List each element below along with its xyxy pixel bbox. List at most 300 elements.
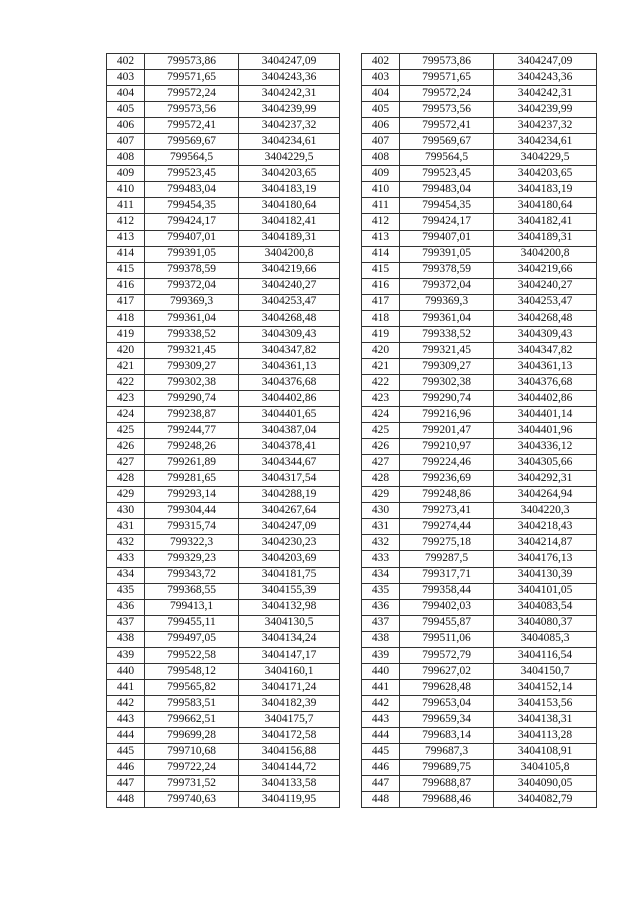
x-coordinate-cell: 799628,48 — [400, 679, 494, 695]
x-coordinate-cell: 799569,67 — [145, 134, 239, 150]
y-coordinate-cell: 3404144,72 — [239, 760, 340, 776]
table-row — [362, 358, 597, 374]
point-number-cell: 441 — [107, 679, 145, 695]
x-coordinate-cell: 799572,24 — [400, 86, 494, 102]
table-row — [107, 503, 340, 519]
point-number-cell: 440 — [107, 663, 145, 679]
table-row — [107, 647, 340, 663]
x-coordinate-cell: 799391,05 — [145, 246, 239, 262]
table-row — [362, 198, 597, 214]
y-coordinate-cell: 3404243,36 — [494, 70, 597, 86]
table-row — [362, 519, 597, 535]
x-coordinate-cell: 799201,47 — [400, 423, 494, 439]
point-number-cell: 448 — [362, 792, 400, 808]
point-number-cell: 414 — [107, 246, 145, 262]
point-number-cell: 447 — [362, 776, 400, 792]
x-coordinate-cell: 799309,27 — [400, 358, 494, 374]
table-row — [362, 390, 597, 406]
table-row — [362, 86, 597, 102]
y-coordinate-cell: 3404239,99 — [239, 102, 340, 118]
y-coordinate-cell: 3404247,09 — [239, 54, 340, 70]
y-coordinate-cell: 3404387,04 — [239, 423, 340, 439]
point-number-cell: 438 — [107, 631, 145, 647]
x-coordinate-cell: 799369,3 — [145, 294, 239, 310]
x-coordinate-cell: 799454,35 — [400, 198, 494, 214]
point-number-cell: 414 — [362, 246, 400, 262]
point-number-cell: 406 — [362, 118, 400, 134]
x-coordinate-cell: 799407,01 — [400, 230, 494, 246]
table-row — [362, 711, 597, 727]
x-coordinate-cell: 799523,45 — [145, 166, 239, 182]
point-number-cell: 423 — [362, 390, 400, 406]
point-number-cell: 445 — [362, 744, 400, 760]
point-number-cell: 442 — [362, 695, 400, 711]
x-coordinate-cell: 799583,51 — [145, 695, 239, 711]
table-row — [107, 198, 340, 214]
point-number-cell: 424 — [362, 407, 400, 423]
point-number-cell: 403 — [362, 70, 400, 86]
x-coordinate-cell: 799321,45 — [400, 342, 494, 358]
table-row — [362, 150, 597, 166]
point-number-cell: 426 — [107, 439, 145, 455]
x-coordinate-cell: 799290,74 — [145, 390, 239, 406]
table-row — [362, 792, 597, 808]
table-row — [362, 310, 597, 326]
x-coordinate-cell: 799309,27 — [145, 358, 239, 374]
x-coordinate-cell: 799304,44 — [145, 503, 239, 519]
x-coordinate-cell: 799248,26 — [145, 439, 239, 455]
y-coordinate-cell: 3404347,82 — [239, 342, 340, 358]
y-coordinate-cell: 3404240,27 — [239, 278, 340, 294]
point-number-cell: 404 — [107, 86, 145, 102]
x-coordinate-cell: 799653,04 — [400, 695, 494, 711]
table-row — [107, 663, 340, 679]
x-coordinate-cell: 799293,14 — [145, 487, 239, 503]
table-row — [107, 374, 340, 390]
point-number-cell: 411 — [107, 198, 145, 214]
table-row — [362, 374, 597, 390]
y-coordinate-cell: 3404147,17 — [239, 647, 340, 663]
x-coordinate-cell: 799338,52 — [145, 326, 239, 342]
table-row — [107, 118, 340, 134]
y-coordinate-cell: 3404160,1 — [239, 663, 340, 679]
point-number-cell: 405 — [362, 102, 400, 118]
x-coordinate-cell: 799369,3 — [400, 294, 494, 310]
point-number-cell: 420 — [362, 342, 400, 358]
table-row — [362, 615, 597, 631]
y-coordinate-cell: 3404171,24 — [239, 679, 340, 695]
table-row — [362, 407, 597, 423]
point-number-cell: 419 — [362, 326, 400, 342]
y-coordinate-cell: 3404309,43 — [494, 326, 597, 342]
y-coordinate-cell: 3404239,99 — [494, 102, 597, 118]
point-number-cell: 437 — [362, 615, 400, 631]
table-row — [107, 326, 340, 342]
y-coordinate-cell: 3404180,64 — [494, 198, 597, 214]
y-coordinate-cell: 3404247,09 — [494, 54, 597, 70]
y-coordinate-cell: 3404214,87 — [494, 535, 597, 551]
point-number-cell: 446 — [362, 760, 400, 776]
table-row — [362, 166, 597, 182]
x-coordinate-cell: 799216,96 — [400, 407, 494, 423]
x-coordinate-cell: 799710,68 — [145, 744, 239, 760]
table-row — [107, 727, 340, 743]
y-coordinate-cell: 3404105,8 — [494, 760, 597, 776]
table-row — [107, 102, 340, 118]
y-coordinate-cell: 3404253,47 — [494, 294, 597, 310]
y-coordinate-cell: 3404253,47 — [239, 294, 340, 310]
x-coordinate-cell: 799368,55 — [145, 583, 239, 599]
point-number-cell: 448 — [107, 792, 145, 808]
point-number-cell: 443 — [362, 711, 400, 727]
y-coordinate-cell: 3404402,86 — [239, 390, 340, 406]
y-coordinate-cell: 3404133,58 — [239, 776, 340, 792]
x-coordinate-cell: 799565,82 — [145, 679, 239, 695]
x-coordinate-cell: 799407,01 — [145, 230, 239, 246]
point-number-cell: 435 — [107, 583, 145, 599]
table-row — [107, 711, 340, 727]
x-coordinate-cell: 799659,34 — [400, 711, 494, 727]
table-row — [107, 70, 340, 86]
x-coordinate-cell: 799424,17 — [400, 214, 494, 230]
y-coordinate-cell: 3404101,05 — [494, 583, 597, 599]
table-row — [362, 744, 597, 760]
x-coordinate-cell: 799261,89 — [145, 455, 239, 471]
point-number-cell: 431 — [107, 519, 145, 535]
table-row — [362, 70, 597, 86]
x-coordinate-cell: 799573,56 — [400, 102, 494, 118]
point-number-cell: 437 — [107, 615, 145, 631]
x-coordinate-cell: 799210,97 — [400, 439, 494, 455]
y-coordinate-cell: 3404132,98 — [239, 599, 340, 615]
table-row — [107, 278, 340, 294]
y-coordinate-cell: 3404183,19 — [494, 182, 597, 198]
x-coordinate-cell: 799358,44 — [400, 583, 494, 599]
x-coordinate-cell: 799688,46 — [400, 792, 494, 808]
x-coordinate-cell: 799572,41 — [400, 118, 494, 134]
table-row — [107, 567, 340, 583]
point-number-cell: 402 — [362, 54, 400, 70]
x-coordinate-cell: 799290,74 — [400, 390, 494, 406]
table-row — [107, 86, 340, 102]
x-coordinate-cell: 799244,77 — [145, 423, 239, 439]
point-number-cell: 419 — [107, 326, 145, 342]
y-coordinate-cell: 3404242,31 — [494, 86, 597, 102]
x-coordinate-cell: 799378,59 — [400, 262, 494, 278]
point-number-cell: 417 — [362, 294, 400, 310]
point-number-cell: 421 — [107, 358, 145, 374]
table-row — [107, 390, 340, 406]
table-row — [362, 102, 597, 118]
x-coordinate-cell: 799572,41 — [145, 118, 239, 134]
point-number-cell: 436 — [107, 599, 145, 615]
x-coordinate-cell: 799302,38 — [145, 374, 239, 390]
x-coordinate-cell: 799338,52 — [400, 326, 494, 342]
point-number-cell: 409 — [107, 166, 145, 182]
x-coordinate-cell: 799322,3 — [145, 535, 239, 551]
point-number-cell: 439 — [107, 647, 145, 663]
table-row — [107, 294, 340, 310]
table-row — [362, 134, 597, 150]
point-number-cell: 405 — [107, 102, 145, 118]
table-row — [362, 727, 597, 743]
point-number-cell: 434 — [362, 567, 400, 583]
y-coordinate-cell: 3404181,75 — [239, 567, 340, 583]
y-coordinate-cell: 3404182,41 — [494, 214, 597, 230]
x-coordinate-cell: 799722,24 — [145, 760, 239, 776]
table-row — [107, 471, 340, 487]
point-number-cell: 430 — [362, 503, 400, 519]
point-number-cell: 428 — [362, 471, 400, 487]
point-number-cell: 416 — [362, 278, 400, 294]
y-coordinate-cell: 3404243,36 — [239, 70, 340, 86]
point-number-cell: 415 — [107, 262, 145, 278]
table-row — [362, 663, 597, 679]
x-coordinate-cell: 799740,63 — [145, 792, 239, 808]
y-coordinate-cell: 3404150,7 — [494, 663, 597, 679]
x-coordinate-cell: 799315,74 — [145, 519, 239, 535]
y-coordinate-cell: 3404182,39 — [239, 695, 340, 711]
x-coordinate-cell: 799402,03 — [400, 599, 494, 615]
x-coordinate-cell: 799523,45 — [400, 166, 494, 182]
point-number-cell: 444 — [107, 727, 145, 743]
table-row — [107, 776, 340, 792]
x-coordinate-cell: 799662,51 — [145, 711, 239, 727]
point-number-cell: 408 — [362, 150, 400, 166]
y-coordinate-cell: 3404172,58 — [239, 727, 340, 743]
coordinates-table-left — [106, 53, 340, 808]
point-number-cell: 426 — [362, 439, 400, 455]
y-coordinate-cell: 3404152,14 — [494, 679, 597, 695]
x-coordinate-cell: 799548,12 — [145, 663, 239, 679]
x-coordinate-cell: 799522,58 — [145, 647, 239, 663]
y-coordinate-cell: 3404309,43 — [239, 326, 340, 342]
y-coordinate-cell: 3404218,43 — [494, 519, 597, 535]
table-row — [362, 583, 597, 599]
table-row — [362, 214, 597, 230]
x-coordinate-cell: 799236,69 — [400, 471, 494, 487]
y-coordinate-cell: 3404240,27 — [494, 278, 597, 294]
x-coordinate-cell: 799689,75 — [400, 760, 494, 776]
table-row — [107, 407, 340, 423]
table-row — [107, 423, 340, 439]
y-coordinate-cell: 3404288,19 — [239, 487, 340, 503]
y-coordinate-cell: 3404219,66 — [494, 262, 597, 278]
table-row — [362, 760, 597, 776]
y-coordinate-cell: 3404376,68 — [494, 374, 597, 390]
x-coordinate-cell: 799571,65 — [145, 70, 239, 86]
y-coordinate-cell: 3404175,7 — [239, 711, 340, 727]
x-coordinate-cell: 799238,87 — [145, 407, 239, 423]
table-row — [362, 487, 597, 503]
table-row — [107, 230, 340, 246]
y-coordinate-cell: 3404317,54 — [239, 471, 340, 487]
point-number-cell: 430 — [107, 503, 145, 519]
table-row — [107, 134, 340, 150]
point-number-cell: 406 — [107, 118, 145, 134]
table-row — [362, 230, 597, 246]
x-coordinate-cell: 799688,87 — [400, 776, 494, 792]
point-number-cell: 423 — [107, 390, 145, 406]
table-row — [107, 214, 340, 230]
point-number-cell: 415 — [362, 262, 400, 278]
y-coordinate-cell: 3404229,5 — [239, 150, 340, 166]
point-number-cell: 409 — [362, 166, 400, 182]
y-coordinate-cell: 3404134,24 — [239, 631, 340, 647]
x-coordinate-cell: 799454,35 — [145, 198, 239, 214]
table-row — [362, 182, 597, 198]
table-row — [362, 278, 597, 294]
table-row — [362, 551, 597, 567]
y-coordinate-cell: 3404378,41 — [239, 439, 340, 455]
point-number-cell: 446 — [107, 760, 145, 776]
table-row — [362, 439, 597, 455]
y-coordinate-cell: 3404401,96 — [494, 423, 597, 439]
y-coordinate-cell: 3404156,88 — [239, 744, 340, 760]
y-coordinate-cell: 3404153,56 — [494, 695, 597, 711]
y-coordinate-cell: 3404108,91 — [494, 744, 597, 760]
x-coordinate-cell: 799317,71 — [400, 567, 494, 583]
x-coordinate-cell: 799573,86 — [145, 54, 239, 70]
point-number-cell: 445 — [107, 744, 145, 760]
y-coordinate-cell: 3404203,69 — [239, 551, 340, 567]
y-coordinate-cell: 3404183,19 — [239, 182, 340, 198]
table-row — [107, 310, 340, 326]
x-coordinate-cell: 799455,87 — [400, 615, 494, 631]
table-row — [362, 535, 597, 551]
point-number-cell: 432 — [107, 535, 145, 551]
y-coordinate-cell: 3404242,31 — [239, 86, 340, 102]
y-coordinate-cell: 3404130,5 — [239, 615, 340, 631]
point-number-cell: 422 — [107, 374, 145, 390]
x-coordinate-cell: 799573,56 — [145, 102, 239, 118]
table-row — [362, 503, 597, 519]
table-row — [362, 471, 597, 487]
x-coordinate-cell: 799424,17 — [145, 214, 239, 230]
x-coordinate-cell: 799683,14 — [400, 727, 494, 743]
point-number-cell: 407 — [107, 134, 145, 150]
point-number-cell: 413 — [362, 230, 400, 246]
x-coordinate-cell: 799483,04 — [400, 182, 494, 198]
point-number-cell: 420 — [107, 342, 145, 358]
y-coordinate-cell: 3404237,32 — [494, 118, 597, 134]
x-coordinate-cell: 799343,72 — [145, 567, 239, 583]
table-row — [107, 792, 340, 808]
x-coordinate-cell: 799687,3 — [400, 744, 494, 760]
y-coordinate-cell: 3404080,37 — [494, 615, 597, 631]
y-coordinate-cell: 3404138,31 — [494, 711, 597, 727]
x-coordinate-cell: 799302,38 — [400, 374, 494, 390]
point-number-cell: 434 — [107, 567, 145, 583]
point-number-cell: 410 — [362, 182, 400, 198]
x-coordinate-cell: 799483,04 — [145, 182, 239, 198]
table-row — [362, 326, 597, 342]
y-coordinate-cell: 3404085,3 — [494, 631, 597, 647]
y-coordinate-cell: 3404189,31 — [239, 230, 340, 246]
y-coordinate-cell: 3404234,61 — [494, 134, 597, 150]
y-coordinate-cell: 3404267,64 — [239, 503, 340, 519]
point-number-cell: 418 — [107, 310, 145, 326]
point-number-cell: 431 — [362, 519, 400, 535]
point-number-cell: 433 — [107, 551, 145, 567]
point-number-cell: 444 — [362, 727, 400, 743]
x-coordinate-cell: 799274,44 — [400, 519, 494, 535]
point-number-cell: 432 — [362, 535, 400, 551]
y-coordinate-cell: 3404305,66 — [494, 455, 597, 471]
y-coordinate-cell: 3404090,05 — [494, 776, 597, 792]
x-coordinate-cell: 799511,06 — [400, 631, 494, 647]
point-number-cell: 402 — [107, 54, 145, 70]
y-coordinate-cell: 3404347,82 — [494, 342, 597, 358]
table-row — [107, 519, 340, 535]
point-number-cell: 433 — [362, 551, 400, 567]
table-row — [107, 342, 340, 358]
point-number-cell: 407 — [362, 134, 400, 150]
point-number-cell: 424 — [107, 407, 145, 423]
x-coordinate-cell: 799573,86 — [400, 54, 494, 70]
point-number-cell: 427 — [107, 455, 145, 471]
y-coordinate-cell: 3404200,8 — [494, 246, 597, 262]
y-coordinate-cell: 3404402,86 — [494, 390, 597, 406]
y-coordinate-cell: 3404292,31 — [494, 471, 597, 487]
table-row — [362, 679, 597, 695]
table-row — [362, 294, 597, 310]
x-coordinate-cell: 799248,86 — [400, 487, 494, 503]
table-row — [107, 760, 340, 776]
y-coordinate-cell: 3404361,13 — [494, 358, 597, 374]
table-row — [107, 150, 340, 166]
point-number-cell: 418 — [362, 310, 400, 326]
y-coordinate-cell: 3404247,09 — [239, 519, 340, 535]
y-coordinate-cell: 3404344,67 — [239, 455, 340, 471]
y-coordinate-cell: 3404130,39 — [494, 567, 597, 583]
y-coordinate-cell: 3404203,65 — [239, 166, 340, 182]
y-coordinate-cell: 3404220,3 — [494, 503, 597, 519]
y-coordinate-cell: 3404401,14 — [494, 407, 597, 423]
table-row — [107, 182, 340, 198]
x-coordinate-cell: 799572,24 — [145, 86, 239, 102]
x-coordinate-cell: 799413,1 — [145, 599, 239, 615]
table-row — [107, 599, 340, 615]
point-number-cell: 410 — [107, 182, 145, 198]
x-coordinate-cell: 799372,04 — [400, 278, 494, 294]
x-coordinate-cell: 799497,05 — [145, 631, 239, 647]
table-row — [107, 246, 340, 262]
point-number-cell: 442 — [107, 695, 145, 711]
y-coordinate-cell: 3404401,65 — [239, 407, 340, 423]
x-coordinate-cell: 799391,05 — [400, 246, 494, 262]
y-coordinate-cell: 3404230,23 — [239, 535, 340, 551]
table-row — [362, 455, 597, 471]
x-coordinate-cell: 799321,45 — [145, 342, 239, 358]
table-row — [107, 358, 340, 374]
table-row — [362, 423, 597, 439]
table-row — [107, 679, 340, 695]
point-number-cell: 416 — [107, 278, 145, 294]
table-row — [107, 535, 340, 551]
table-row — [362, 776, 597, 792]
y-coordinate-cell: 3404264,94 — [494, 487, 597, 503]
table-row — [107, 166, 340, 182]
point-number-cell: 443 — [107, 711, 145, 727]
point-number-cell: 427 — [362, 455, 400, 471]
point-number-cell: 408 — [107, 150, 145, 166]
point-number-cell: 425 — [362, 423, 400, 439]
y-coordinate-cell: 3404229,5 — [494, 150, 597, 166]
point-number-cell: 439 — [362, 647, 400, 663]
point-number-cell: 435 — [362, 583, 400, 599]
table-row — [107, 487, 340, 503]
